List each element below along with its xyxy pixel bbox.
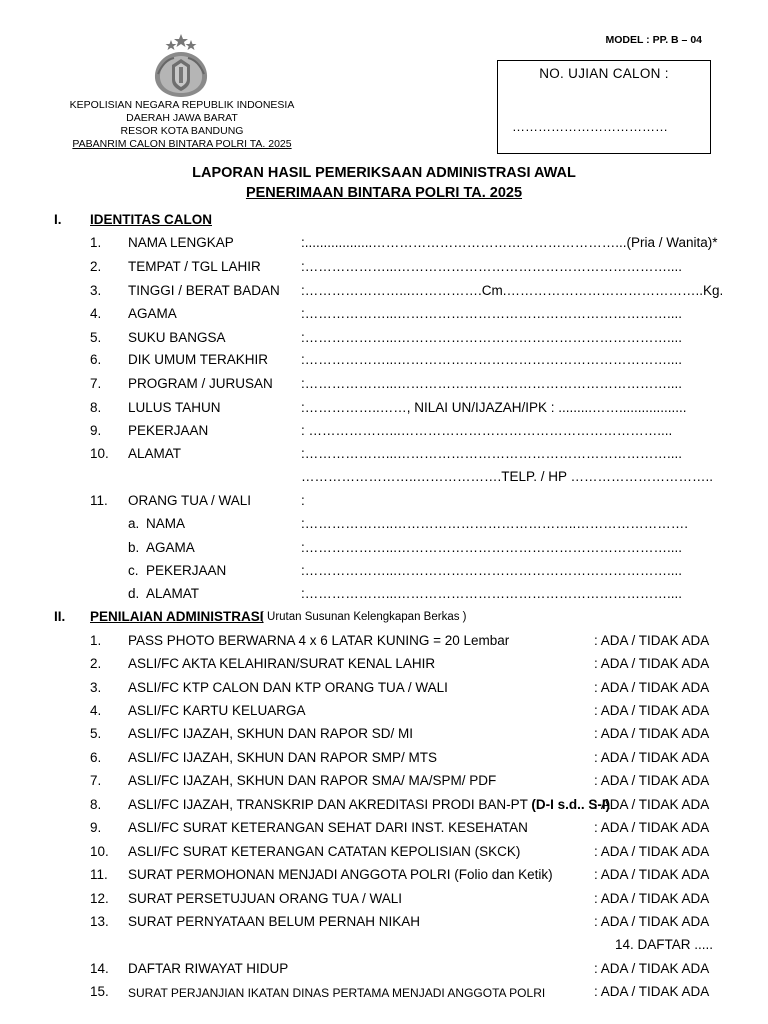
field-input[interactable]: :………………...……………………………………………………....: [301, 259, 683, 274]
parent-sub-row: [0, 540, 768, 560]
field-label: SUKU BANGSA: [128, 330, 226, 345]
status-choice[interactable]: : ADA / TIDAK ADA: [594, 773, 710, 788]
identity-row: [0, 423, 768, 443]
identity-row: [0, 283, 768, 303]
document-label: [128, 750, 437, 765]
org-line-2: DAERAH JAWA BARAT: [126, 112, 238, 124]
section-1-title: IDENTITAS CALON: [90, 212, 212, 227]
field-label: TEMPAT / TGL LAHIR: [128, 259, 261, 274]
row-number: 3.: [90, 283, 102, 298]
document-name: ASLI/FC KTP CALON DAN KTP ORANG TUA / WALI: [128, 680, 448, 695]
field-input[interactable]: :………………...……………………………………………………....: [301, 306, 683, 321]
document-name: DAFTAR RIWAYAT HIDUP: [128, 961, 289, 976]
org-line-1: KEPOLISIAN NEGARA REPUBLIK INDONESIA: [69, 99, 295, 111]
model-code: MODEL : PP. B – 04: [605, 34, 702, 46]
document-name: SURAT PERJANJIAN IKATAN DINAS PERTAMA MENJADI ANGGOTA POLRI: [128, 986, 546, 1000]
row-number: 5.: [90, 726, 102, 741]
field-label: TINGGI / BERAT BADAN: [128, 283, 280, 298]
field-label: NAMA LENGKAP: [128, 235, 234, 250]
document-label: [128, 867, 553, 882]
document-label: [128, 891, 402, 906]
document-name: ASLI/FC AKTA KELAHIRAN/SURAT KENAL LAHIR: [128, 656, 436, 671]
row-number: 15.: [90, 984, 109, 999]
identity-row: [0, 235, 768, 255]
daftar-note: 14. DAFTAR .....: [614, 937, 713, 952]
document-label: [128, 703, 306, 718]
checklist-row: [0, 867, 768, 887]
identity-row: [0, 259, 768, 279]
section-2-number: II.: [54, 609, 66, 624]
org-line-4: PABANRIM CALON BINTARA POLRI TA. 2025: [72, 138, 292, 150]
status-choice[interactable]: : ADA / TIDAK ADA: [594, 914, 710, 929]
checklist-row: [0, 703, 768, 723]
parent-label: ORANG TUA / WALI: [128, 493, 252, 508]
sub-label: ALAMAT: [146, 586, 200, 601]
row-number: 4.: [90, 703, 102, 718]
parent-sub-row: [0, 563, 768, 583]
sub-label: AGAMA: [146, 540, 195, 555]
report-title: LAPORAN HASIL PEMERIKSAAN ADMINISTRASI AWAL: [192, 165, 576, 181]
checklist-row: [0, 984, 768, 1004]
row-number: 13.: [90, 914, 109, 929]
sub-field-input[interactable]: :………………...……………………………………………………....: [301, 586, 683, 601]
exam-number-box: [497, 60, 711, 154]
row-number: 9.: [90, 423, 102, 438]
row-number: 10.: [90, 844, 109, 859]
report-subtitle: PENERIMAAN BINTARA POLRI TA. 2025: [245, 185, 523, 201]
status-choice[interactable]: : ADA / TIDAK ADA: [594, 961, 710, 976]
identity-row: [0, 376, 768, 396]
identity-row: [0, 352, 768, 372]
status-choice[interactable]: : ADA / TIDAK ADA: [594, 867, 710, 882]
row-number: 6.: [90, 352, 102, 367]
field-label: PROGRAM / JURUSAN: [128, 376, 273, 391]
identity-row: [0, 306, 768, 326]
checklist-row: [0, 656, 768, 676]
document-label: [128, 820, 528, 835]
document-name: SURAT PERSETUJUAN ORANG TUA / WALI: [128, 891, 403, 906]
parent-sub-row: [0, 516, 768, 536]
checklist-row: [0, 633, 768, 653]
row-number: 1.: [90, 235, 102, 250]
document-label: [128, 656, 435, 671]
status-choice[interactable]: : ADA / TIDAK ADA: [594, 726, 710, 741]
status-choice[interactable]: : ADA / TIDAK ADA: [594, 844, 710, 859]
checklist-row: [0, 797, 768, 817]
field-input[interactable]: :………………...……………………………………………………....: [301, 352, 683, 367]
identity-row: [0, 446, 768, 466]
row-number: 9.: [90, 820, 102, 835]
document-label: [128, 844, 520, 859]
row-number: 12.: [90, 891, 109, 906]
document-label: [128, 914, 420, 929]
checklist-row: [0, 726, 768, 746]
field-label: ALAMAT: [128, 446, 182, 461]
document-label: [128, 797, 610, 812]
status-choice[interactable]: : ADA / TIDAK ADA: [594, 750, 710, 765]
row-number: 8.: [90, 797, 102, 812]
status-choice[interactable]: : ADA / TIDAK ADA: [594, 656, 710, 671]
row-number: 14.: [90, 961, 109, 976]
row-number: 1.: [90, 633, 102, 648]
org-line-3: RESOR KOTA BANDUNG: [120, 125, 244, 137]
police-emblem-logo: [150, 34, 212, 98]
field-label: AGAMA: [128, 306, 177, 321]
checklist-row: [0, 820, 768, 840]
sub-label: NAMA: [146, 516, 186, 531]
document-label: [128, 633, 509, 648]
status-choice[interactable]: : ADA / TIDAK ADA: [594, 703, 710, 718]
sub-letter: c.: [128, 563, 139, 578]
document-name: SURAT PERNYATAAN BELUM PERNAH NIKAH: [128, 914, 421, 929]
checklist-row: [0, 680, 768, 700]
sub-letter: a.: [128, 516, 140, 531]
parent-sub-row: [0, 586, 768, 606]
document-name: PASS PHOTO BERWARNA 4 x 6 LATAR KUNING = 20 Lembar: [128, 633, 510, 648]
exam-number-field[interactable]: ………………………………: [512, 119, 668, 134]
sub-field-input[interactable]: :………………..…………………………………..…………………….: [301, 516, 689, 531]
row-number: 6.: [90, 750, 102, 765]
sub-field-input[interactable]: :………………...……………………………………………………....: [301, 540, 683, 555]
field-input[interactable]: :…………………...…………….Cm.……………………………………..Kg.: [301, 283, 724, 298]
document-name: ASLI/FC IJAZAH, SKHUN DAN RAPOR SMA/ MA/SPM/ PDF: [128, 773, 497, 788]
field-input[interactable]: :……………..……, NILAI UN/IJAZAH/IPK : .........……..................: [301, 400, 687, 415]
row-number: 7.: [90, 376, 102, 391]
status-choice[interactable]: : ADA / TIDAK ADA: [594, 984, 710, 999]
row-number: 8.: [90, 400, 102, 415]
field-input[interactable]: :………………...……………………………………………………....: [301, 446, 683, 461]
address-phone-field[interactable]: ……………………..……………….TELP. / HP …………………………..: [301, 469, 714, 484]
document-name: ASLI/FC IJAZAH, SKHUN DAN RAPOR SMP/ MTS: [128, 750, 438, 765]
identity-row: [0, 330, 768, 350]
parent-row: 11. ORANG TUA / WALI :: [90, 493, 305, 508]
field-input[interactable]: :………………...……………………………………………………....: [301, 330, 683, 345]
field-input[interactable]: :..................………………………………………………...(Pria / Wanita)*: [301, 235, 718, 250]
section-2-title: PENILAIAN ADMINISTRASI: [90, 609, 264, 624]
document-name: ASLI/FC KARTU KELUARGA: [128, 703, 306, 718]
row-number: 5.: [90, 330, 102, 345]
field-input[interactable]: :………………...……………………………………………………....: [301, 376, 683, 391]
document-name: ASLI/FC IJAZAH, SKHUN DAN RAPOR SD/ MI: [128, 726, 414, 741]
document-qualifier: (D-I s.d.. S-I): [531, 797, 611, 812]
row-number: 2.: [90, 259, 102, 274]
status-choice[interactable]: : ADA / TIDAK ADA: [594, 680, 710, 695]
document-label: [128, 726, 413, 741]
checklist-row: [0, 773, 768, 793]
row-number: 7.: [90, 773, 102, 788]
status-choice[interactable]: : ADA / TIDAK ADA: [594, 633, 710, 648]
field-label: PEKERJAAN: [128, 423, 209, 438]
status-choice[interactable]: : ADA / TIDAK ADA: [594, 820, 710, 835]
status-choice[interactable]: : ADA / TIDAK ADA: [594, 891, 710, 906]
status-choice[interactable]: : ADA / TIDAK ADA: [594, 797, 710, 812]
checklist-row: [0, 844, 768, 864]
document-name: ASLI/FC SURAT KETERANGAN CATATAN KEPOLISIAN (SKCK): [128, 844, 521, 859]
document-name: SURAT PERMOHONAN MENJADI ANGGOTA POLRI (Folio dan Ketik): [128, 867, 553, 882]
field-input[interactable]: : ………………...…………………………………………………....: [301, 423, 673, 438]
sub-letter: d.: [128, 586, 140, 601]
row-number: 10.: [90, 446, 109, 461]
section-1-number: I.: [54, 212, 62, 227]
row-number: 2.: [90, 656, 102, 671]
row-number: 4.: [90, 306, 102, 321]
sub-label: PEKERJAAN: [146, 563, 227, 578]
document-name: ASLI/FC SURAT KETERANGAN SEHAT DARI INST. KESEHATAN: [128, 820, 528, 835]
section-2-note: ( Urutan Susunan Kelengkapan Berkas ): [260, 611, 467, 623]
sub-field-input[interactable]: :………………...……………………………………………………....: [301, 563, 683, 578]
field-label: LULUS TAHUN: [128, 400, 221, 415]
sub-letter: b.: [128, 540, 140, 555]
field-label: DIK UMUM TERAKHIR: [128, 352, 269, 367]
checklist-row: [0, 961, 768, 981]
checklist-row: [0, 891, 768, 911]
document-label: [128, 773, 496, 788]
exam-number-label: NO. UJIAN CALON :: [539, 66, 669, 81]
document-label: [128, 680, 448, 695]
row-number: 3.: [90, 680, 102, 695]
identity-row: [0, 400, 768, 420]
checklist-row: [0, 750, 768, 770]
address-continuation: [0, 469, 768, 489]
document-name: ASLI/FC IJAZAH, TRANSKRIP DAN AKREDITASI PRODI BAN-PT: [128, 797, 532, 812]
row-number: 11.: [90, 867, 108, 882]
checklist-row: [0, 914, 768, 934]
